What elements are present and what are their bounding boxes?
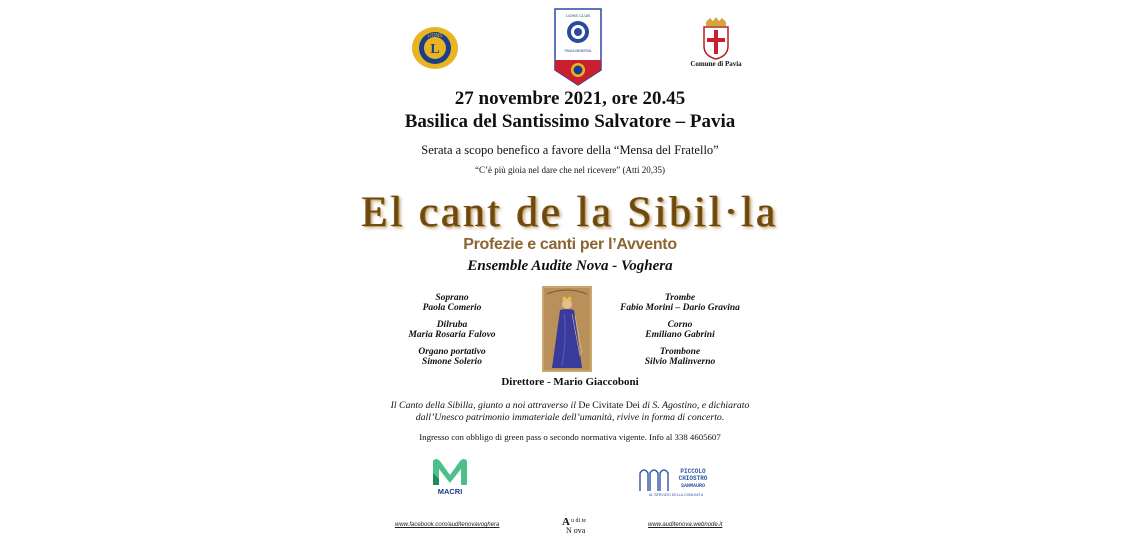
macri-logo: [428, 455, 472, 499]
performer-name: Simone Solerio: [422, 357, 482, 367]
banner-mid-text: PAVIA MINERVA: [564, 49, 592, 53]
description-book: De Civitate Dei: [578, 400, 640, 411]
chiostro-tag: AL SERVIZIO DELLA COMUNITÀ: [648, 493, 704, 497]
performer-role: Trombe: [664, 293, 696, 303]
performer-name: Silvio Malinverno: [644, 357, 716, 367]
svg-text:PICCOLO: PICCOLO: [680, 468, 706, 475]
website-link[interactable]: www.auditenova.webnode.it: [648, 522, 723, 528]
comune-crest: [700, 16, 732, 60]
club-banner-logo: [554, 8, 602, 86]
description: [370, 400, 770, 423]
description-part2: di S. Agostino, e dichiarato dall’Unesco patrimonio immateriale dell’umanità, rivive in forma di concerto.: [415, 400, 750, 423]
performer-role: Dilruba: [436, 320, 468, 330]
performer-role: Trombone: [659, 347, 701, 357]
performers-right: [612, 293, 748, 367]
performer-role: Soprano: [435, 293, 469, 303]
event-date: 27 novembre 2021, ore 20.45: [454, 88, 686, 109]
entry-info: Ingresso con obbligo di green pass o secondo normativa vigente. Info al 338 4605607: [419, 432, 721, 442]
lions-logo: [411, 26, 459, 70]
main-title: El cant de la Sibil·la: [361, 189, 779, 236]
event-quote: “C’è più gioia nel dare che nel ricevere” (Atti 20,35): [475, 165, 665, 175]
ensemble-name: Ensemble Audite Nova - Voghera: [467, 258, 673, 274]
facebook-link[interactable]: www.facebook.com/auditenovavoghera: [395, 522, 500, 528]
comune-label: Comune di Pavia: [690, 60, 742, 68]
performer-name: Emiliano Gabrini: [645, 330, 715, 340]
svg-text:u di te: u di te: [571, 518, 586, 524]
banner-top-text: LIONS CLUB: [566, 13, 590, 18]
svg-text:A: A: [562, 516, 570, 528]
macri-text: MACRI: [437, 487, 463, 496]
performers-left: [392, 293, 512, 367]
svg-text:CHIOSTRO: CHIOSTRO: [678, 475, 708, 482]
performer-role: Corno: [667, 320, 693, 330]
svg-text:SANMAURO: SANMAURO: [680, 483, 706, 489]
audite-nova-logo: [560, 514, 596, 534]
event-purpose: Serata a scopo benefico a favore della “Mensa del Fratello”: [421, 143, 719, 157]
performer-role: Organo portativo: [418, 347, 486, 357]
svg-text:L: L: [430, 42, 440, 57]
performer-item: [392, 347, 512, 367]
performer-item: [612, 347, 748, 367]
svg-text:N ova: N ova: [566, 526, 586, 534]
performer-name: Paola Comerio: [422, 303, 482, 313]
chiostro-logo: [638, 465, 714, 499]
performer-item: [392, 293, 512, 313]
performer-item: [612, 293, 748, 313]
description-part1: Il Canto della Sibilla, giunto a noi attraverso il: [390, 400, 579, 411]
sibyl-illustration: [542, 286, 592, 372]
lions-logo-text: LIONS: [427, 33, 443, 39]
performer-name: Fabio Morini – Dario Gravina: [620, 303, 740, 313]
event-venue: Basilica del Santissimo Salvatore – Pavia: [404, 111, 736, 132]
performer-item: [612, 320, 748, 340]
subtitle: Profezie e canti per l’Avvento: [463, 236, 677, 253]
director: Direttore - Mario Giaccoboni: [501, 376, 639, 388]
performer-name: Maria Rosaria Falovo: [408, 330, 496, 340]
performer-item: [392, 320, 512, 340]
